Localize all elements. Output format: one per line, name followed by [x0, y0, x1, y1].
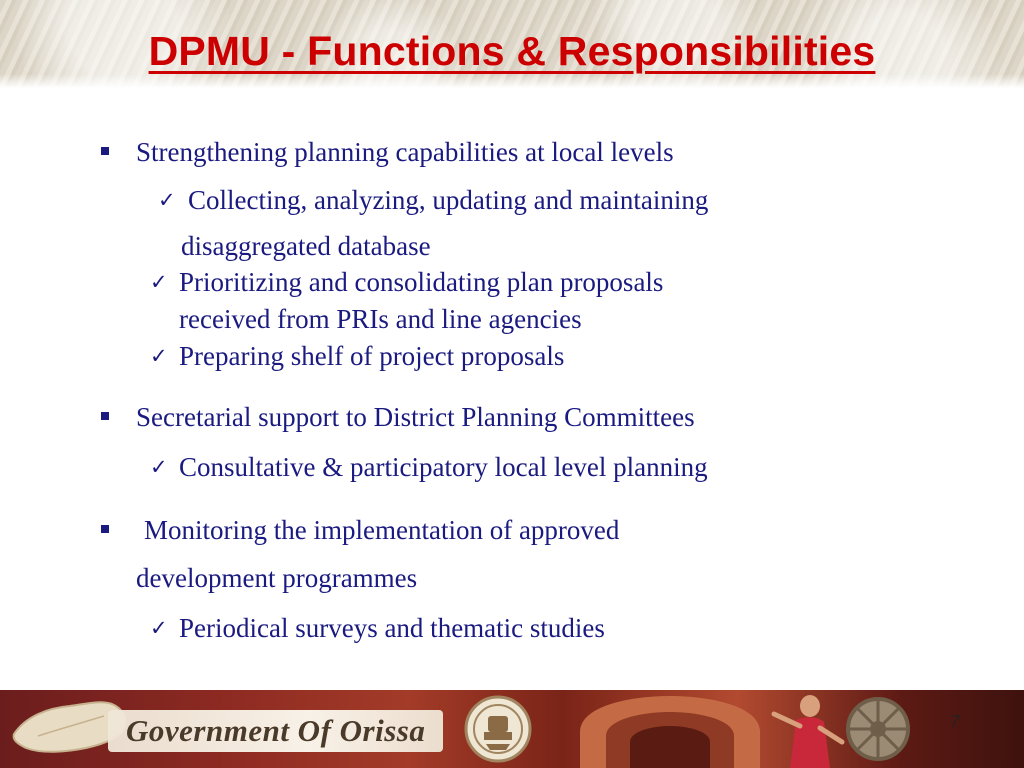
bullet-3-sub-1-line-1: Periodical surveys and thematic studies — [179, 613, 605, 643]
bullet-3-line-2: development programmes — [136, 563, 418, 593]
temple-arch-icon — [570, 692, 770, 768]
footer-brand-text: Government Of Orissa — [108, 710, 443, 752]
bullet-3-line-1: Monitoring the implementation of approved — [144, 515, 620, 545]
slide-number: 7 — [950, 712, 960, 731]
check-mark-icon: ✓ — [150, 270, 168, 294]
konark-wheel-icon — [838, 694, 918, 764]
bullet-1-sub-1-line-1: Collecting, analyzing, updating and maintaining — [188, 185, 709, 215]
state-emblem-icon — [462, 694, 534, 764]
bullet-2-sub-1-line-1: Consultative & participatory local level planning — [179, 452, 708, 482]
bullet-1-sub-1-line-2: disaggregated database — [181, 231, 431, 261]
bullet-1-sub-3-line-1: Preparing shelf of project proposals — [179, 341, 565, 371]
bullet-square-icon — [101, 525, 109, 533]
page-title: DPMU - Functions & Responsibilities — [148, 28, 876, 74]
check-mark-icon: ✓ — [150, 455, 168, 479]
check-mark-icon: ✓ — [150, 616, 168, 640]
bullet-1-sub-2-line-2: received from PRIs and line agencies — [179, 304, 582, 334]
bullet-1-sub-2-line-1: Prioritizing and consolidating plan proposals — [179, 267, 664, 297]
bullet-2-text: Secretarial support to District Planning Committees — [136, 402, 695, 432]
odissi-dancer-icon — [760, 690, 850, 768]
bullet-1-text: Strengthening planning capabilities at local levels — [136, 137, 674, 167]
bullet-square-icon — [101, 412, 109, 420]
footer-banner — [0, 690, 1024, 768]
check-mark-icon: ✓ — [150, 344, 168, 368]
bullet-square-icon — [101, 147, 109, 155]
check-mark-icon: ✓ — [158, 188, 176, 212]
